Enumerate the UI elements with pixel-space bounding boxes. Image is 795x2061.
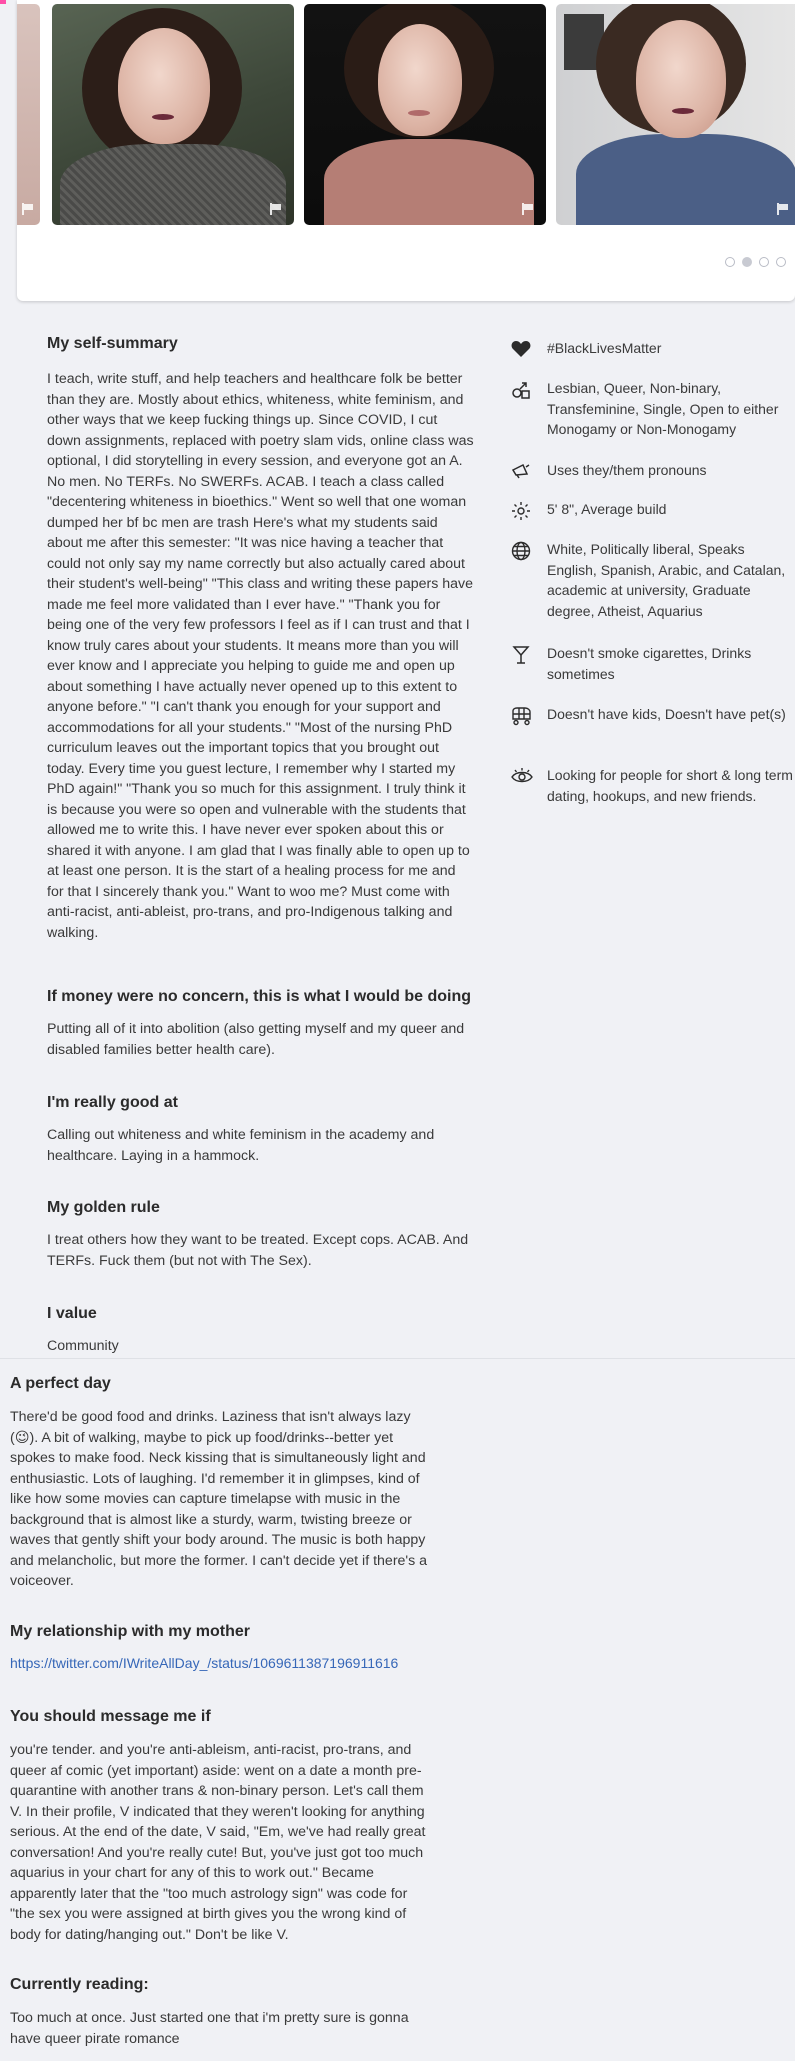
detail-text: White, Politically liberal, Speaks English, Spanish, Arabic, and Catalan, academic at university, Graduate degree, Atheist, Aquarius bbox=[547, 541, 786, 619]
carousel-dot[interactable] bbox=[776, 257, 786, 267]
report-flag-icon[interactable] bbox=[270, 203, 282, 215]
essay-body bbox=[10, 1407, 430, 1592]
report-flag-icon[interactable] bbox=[777, 203, 789, 215]
essay-body: Too much at once. Just started one that i'm pretty sure is gonna have queer pirate romance bbox=[10, 2010, 409, 2047]
section-divider bbox=[0, 1358, 795, 1359]
report-flag-icon[interactable] bbox=[22, 203, 34, 215]
heart-icon bbox=[511, 338, 547, 363]
detail-row bbox=[511, 460, 795, 485]
megaphone-icon bbox=[511, 460, 547, 485]
detail-row bbox=[511, 643, 795, 684]
photo-carousel bbox=[17, 0, 795, 301]
profile-photo-2[interactable] bbox=[304, 4, 546, 225]
essay-message-me bbox=[10, 1708, 430, 1945]
detail-text: Uses they/them pronouns bbox=[547, 462, 707, 478]
stroller-icon bbox=[511, 704, 547, 731]
essay-body: you're tender. and you're anti-ableism, anti-racist, pro-trans, and queer af comic (yet important) aside: went on a date a month pre-quarantine with another trans & non-binary person. Let's call them V. In their profile, V indicated that they weren't looking for anything serious. At the end of the date, V said, "Em, we've had really great conversation! And you're really cute! But, you've just got too much aquarius in your chart for any of this to work out." Became apparently later that the "too much astrology sign" was code for "the sex you were assigned at birth gives you the wrong kind of body for dating/hanging out." Don't be like V. bbox=[10, 1742, 426, 1943]
essay-self-summary bbox=[47, 335, 477, 943]
essay-reading bbox=[10, 1976, 430, 2049]
essay-title: A perfect day bbox=[10, 1375, 111, 1392]
eye-icon bbox=[511, 765, 547, 806]
twitter-link[interactable]: https://twitter.com/IWriteAllDay_/status/1069611387196911616 bbox=[10, 1655, 399, 1671]
globe-icon bbox=[511, 539, 547, 621]
detail-text: 5' 8", Average build bbox=[547, 501, 667, 517]
essay-body: Putting all of it into abolition (also getting myself and my queer and disabled families better health care). bbox=[47, 1021, 465, 1058]
essay-title: Currently reading: bbox=[10, 1976, 149, 1993]
detail-row bbox=[511, 539, 795, 621]
carousel-dot[interactable] bbox=[759, 257, 769, 267]
detail-row bbox=[511, 378, 795, 440]
carousel-pagination bbox=[725, 257, 786, 267]
essay-title: My golden rule bbox=[47, 1199, 160, 1216]
essay-body: Calling out whiteness and white feminism in the academy and healthcare. Laying in a hammock. bbox=[47, 1127, 435, 1164]
top-accent-bar bbox=[0, 0, 6, 4]
essay-text: There'd be good food and drinks. Laziness that isn't always lazy ( bbox=[10, 1409, 411, 1446]
detail-row bbox=[511, 499, 795, 526]
essay-good-at bbox=[47, 1094, 477, 1166]
carousel-dot-active[interactable] bbox=[742, 257, 752, 267]
detail-row bbox=[511, 704, 795, 731]
detail-text: #BlackLivesMatter bbox=[547, 340, 662, 356]
detail-text: Lesbian, Queer, Non-binary, Transfeminine, Single, Open to either Monogamy or Non-Monogamy bbox=[547, 380, 779, 437]
essay-body: I teach, write stuff, and help teachers and healthcare folk be better than they are. Mostly about ethics, whiteness, white feminism, and other ways that we keep fucking things up. Since COVID, I cut down assignments, replaced with poetry slam vids, online class was optional, I did storytelling in every session, and everyone got an A. No men. No TERFs. No SWERFs. ACAB. I teach a class called "decentering whiteness in bioethics." Went so well that one woman dumped her bf bc men are trash Here's what my students said about me after this semester: "It was nice having a teacher that could not only say my name correctly but also actually cared about their student's well-being" "This class and writing these papers have made me feel more validated than I ever have." "Thank you for being one of the very few professors I feel as if I can trust and that I know truly cares about your students. It means more than you will ever know and I appreciate you helping to guide me and open up about something I have actually never opened up to this extent to anyone before." "I can't thank you enough for your support and accommodations for all your students." "Most of the nursing PhD curriculum leaves out the important topics that you brought out today. Every time you guest lecture, I remember why I started my PhD again!" "Thank you so much for this assignment. I truly think it is because you were so open and vulnerable with the students that allowed me to write this. I have never ever spoken about this or shared it with anyone. I am glad that I was finally able to open up to at least one person. It is the start of a healing process for me and for that I sincerely thank you." Want to woo me? Must come with anti-racist, anti-ableist, pro-trans, and pro-Indigenous talking and walking. bbox=[47, 371, 474, 941]
essay-title: I'm really good at bbox=[47, 1094, 178, 1111]
profile-photo-3[interactable] bbox=[556, 4, 795, 225]
essay-body: Community bbox=[47, 1338, 119, 1354]
wink-emoji-icon: 😉 bbox=[14, 1429, 30, 1446]
essay-value bbox=[47, 1305, 477, 1357]
essay-title: My self-summary bbox=[47, 335, 178, 352]
detail-text: Doesn't smoke cigarettes, Drinks sometimes bbox=[547, 645, 752, 682]
essay-mother bbox=[10, 1623, 430, 1673]
essay-title: If money were no concern, this is what I would be doing bbox=[47, 988, 472, 1005]
essay-title: I value bbox=[47, 1305, 97, 1322]
report-flag-icon[interactable] bbox=[522, 203, 534, 215]
essay-money bbox=[47, 988, 477, 1060]
profile-photo-prev[interactable] bbox=[17, 4, 40, 225]
carousel-dot[interactable] bbox=[725, 257, 735, 267]
essay-body: I treat others how they want to be treated. Except cops. ACAB. And TERFs. Fuck them (but not with The Sex). bbox=[47, 1232, 469, 1269]
body-icon bbox=[511, 499, 547, 526]
essay-golden-rule bbox=[47, 1199, 477, 1271]
essay-title: My relationship with my mother bbox=[10, 1623, 251, 1640]
profile-photo-1[interactable] bbox=[52, 4, 294, 225]
cocktail-icon bbox=[511, 643, 547, 684]
detail-text: Looking for people for short & long term dating, hookups, and new friends. bbox=[547, 767, 793, 804]
essay-text: ). A bit of walking, maybe to pick up food/drinks--better yet spokes to make food. Neck kissing that is simultaneously light and enthusiastic. Lots of laughing. I'd remember it in glimpses, kind of like how some movies can capture timelapse with music in the background that is almost like a sturdy, warm, twisting breeze or waves that gently shift your body around. The music is both happy and melancholic, but more the former. I can't decide yet if there's a voiceover. bbox=[10, 1429, 428, 1589]
gender-icon bbox=[511, 378, 547, 440]
detail-row bbox=[511, 338, 795, 363]
essay-title: You should message me if bbox=[10, 1708, 211, 1725]
detail-row bbox=[511, 765, 795, 806]
detail-text: Doesn't have kids, Doesn't have pet(s) bbox=[547, 706, 786, 722]
essay-perfect-day bbox=[10, 1375, 430, 1592]
